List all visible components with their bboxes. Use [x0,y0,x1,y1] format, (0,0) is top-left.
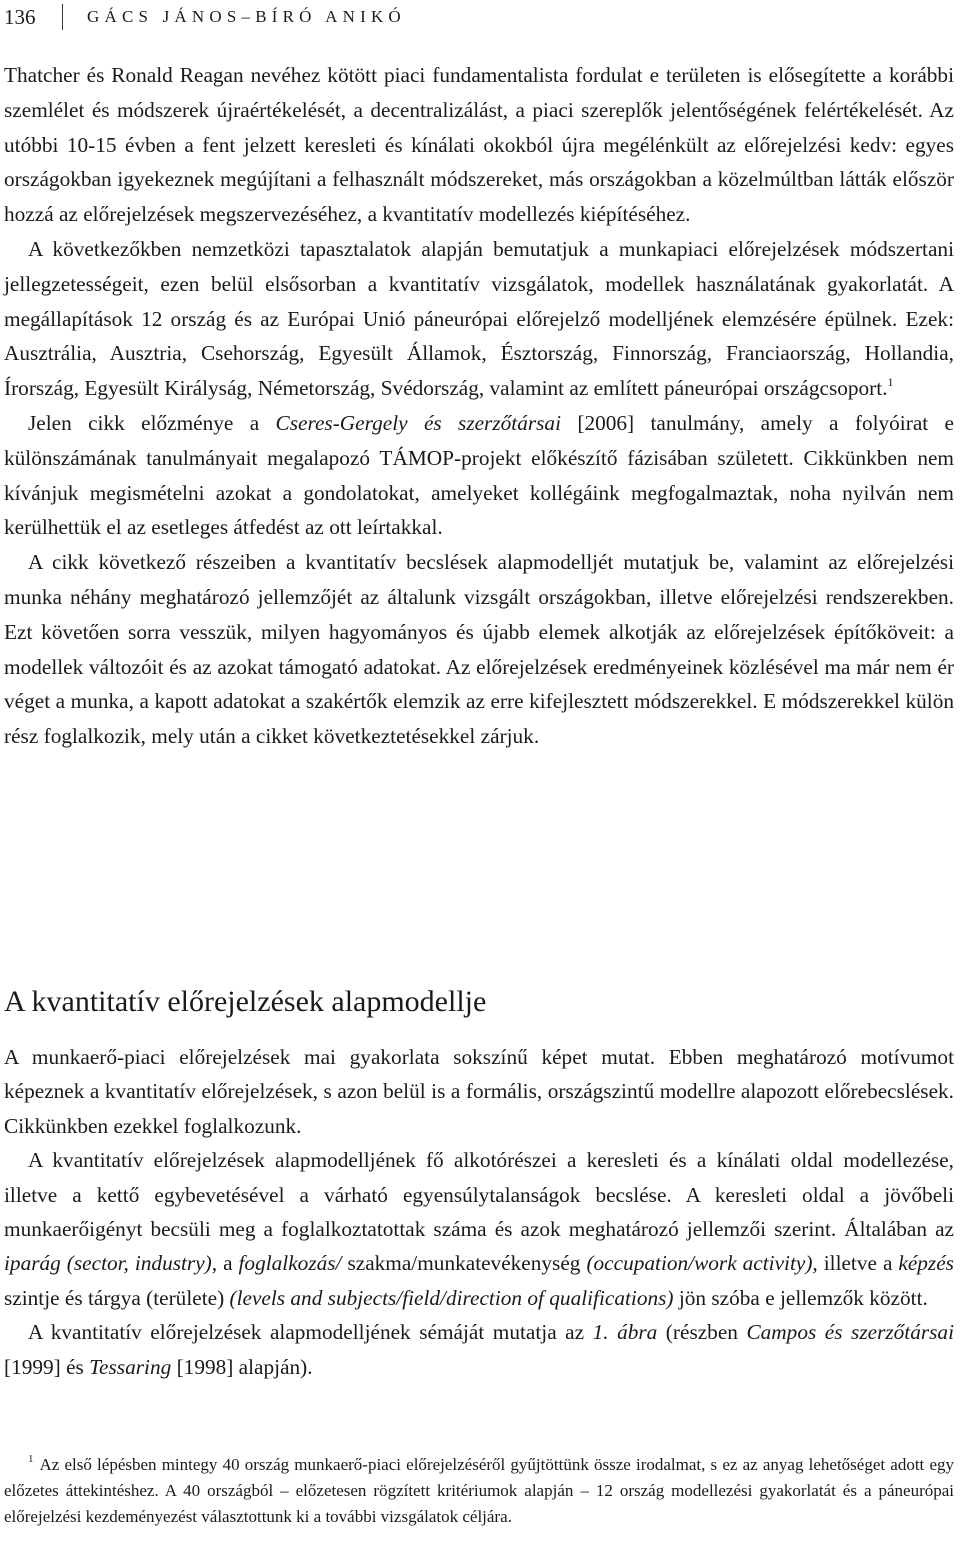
paragraph: A munkaerő-piaci előrejelzések mai gyakorlata sokszínű képet mutat. Ebben meghatározó motívumot képeznek a kvantitatív előrejelzések, s azon belül is a formális, országszintű modellre alapozott előrebecslések. Cikkünkben ezekkel foglalkozunk. [4,1045,954,1138]
italic-term: foglalkozás/ [238,1251,342,1276]
italic-term: képzés [898,1251,954,1276]
footnote-marker: 1 [28,1453,34,1465]
italic-term: (occupation/work activity), [586,1251,818,1276]
text-span: (részben [657,1320,747,1345]
intro-text [4,58,954,754]
running-head [4,2,406,32]
page-number: 136 [4,4,36,29]
figure-ref[interactable]: 1. ábra [592,1320,658,1345]
text-span: A kvantitatív előrejelzések alapmodelljének sémáját mutatja az [28,1320,593,1345]
citation: Campos és szerzőtársai [746,1320,954,1345]
italic-term: iparág (sector, industry), [4,1251,218,1276]
section-heading: A kvantitatív előrejelzések alapmodellje [4,985,487,1018]
text-span: szintje és tárgya (területe) [4,1285,230,1310]
section-text [4,1040,954,1384]
text-span: [1998] alapján). [171,1354,313,1379]
paragraph: A cikk következő részeiben a kvantitatív becslések alapmodelljét mutatjuk be, valamint az előrejelzési munka néhány meghatározó jellemzőjét az általunk vizsgált országokban, illetve előrejelzési rendszerekben. Ezt követően sorra vesszük, milyen hagyományos és újabb elemek alkotják az előrejelzések építőköveit: a modellek változóit és az azokat támogató adatokat. Az előrejelzések eredményeinek közlésével ma már nem ér véget a munka, a kapott adatokat a szakértők elemzik az erre kifejlesztett módszerekkel. E módszerekkel külön rész foglalkozik, mely után a cikket következtetésekkel zárjuk. [4,550,954,749]
footnote [4,1452,954,1530]
italic-term: (levels and subjects/field/direction of qualifications) [229,1285,674,1310]
paragraph [4,232,954,406]
text-span: a [217,1251,239,1276]
text-span: [2006] tanulmány, amely a folyóirat e különszámának tanulmányait megalapozó TÁMOP-projekt előkészítő fázisában született. Cikkünkben nem kívánjuk megismételni azokat a gondolatokat, amelyeket kollégáink megfogalmaztak, noha nyilván nem kerülhettük el az esetleges átfedést az ott leírtakkal. [4,410,954,540]
paragraph-text: A következőkben nemzetközi tapasztalatok alapján bemutatjuk a munkapiaci előrejelzések módszertani jellegzetességeit, ezen belül elsősorban a kvantitatív vizsgálatok, modellek használatának gyakorlatát. A megállapítások 12 ország és az Európai Unió páneurópai előrejelző modelljének elemzésére épülnek. Ezek: Ausztrália, Ausztria, Csehország, Egyesült Államok, Észtország, Finnország, Franciaország, Hollandia, Írország, Egyesült Királyság, Németország, Svédország, valamint az említett páneurópai országcsoport. [4,236,954,401]
text-span: A kvantitatív előrejelzések alapmodelljének fő alkotórészei a keresleti és a kínálati oldal modellezése, illetve a kettő egybevetésével a várható egyensúlytalanságok becslése. A keresleti oldal a jövőbeli munkaerőigényt becsüli meg a foglalkoztatottak száma és azok meghatározó jellemzői szerint. Általában az [4,1148,954,1242]
paragraph [4,1315,954,1384]
header-divider [62,4,63,30]
citation: Cseres-Gergely és szerzőtársai [275,410,561,435]
text-span: illetve a [817,1251,899,1276]
footnote-paragraph [4,1452,954,1530]
paragraph [4,1143,954,1315]
text-span: jön szóba e jellemzők között. [673,1285,928,1310]
paragraph: Thatcher és Ronald Reagan nevéhez kötött piaci fundamentalista fordulat e területen is elősegítette a korábbi szemlélet és módszerek újraértékelését, a decentralizálást, a piaci szereplők jelentőségének felértékelését. Az utóbbi 10-15 évben a fent jelzett keresleti és kínálati okokból újra megélénkült az előrejelzési kedv: egyes országokban igyekeznek megújítani a felhasznált módszereket, más országokban a közelmúltban látták először hozzá az előrejelzések megszervezéséhez, a kvantitatív modellezés kiépítéséhez. [4,63,954,227]
footnote-text: Az első lépésben mintegy 40 ország munkaerő-piaci előrejelzéséről gyűjtöttünk össze irodalmat, s ez az anyag lehetőséget adott egy előzetes áttekintéshez. A 40 országból – előzetesen rögzített kritériumok alapján – 12 ország modellezési gyakorlatát és a páneurópai előrejelzési kezdeményezést választottunk ki a további vizsgálatok céljára. [4,1455,954,1526]
running-head-authors: GÁCS JÁNOS–BÍRÓ ANIKÓ [87,7,406,26]
citation: Tessaring [89,1354,172,1379]
text-span: Jelen cikk előzménye a [28,410,276,435]
text-span: [1999] és [4,1354,90,1379]
text-span: szakma/munkatevékenység [341,1251,587,1276]
paragraph [4,406,954,545]
footnote-ref[interactable]: 1 [887,375,894,390]
